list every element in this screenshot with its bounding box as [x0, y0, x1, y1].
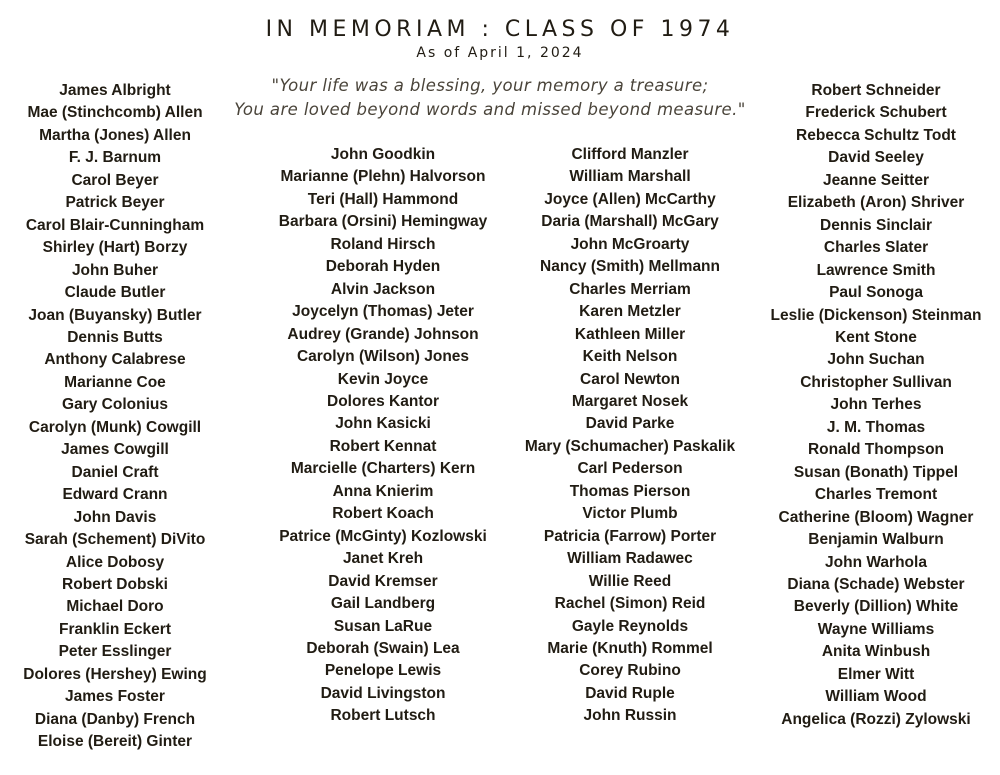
memorial-name: Patricia (Farrow) Porter	[543, 527, 717, 545]
memorial-name: Keith Nelson	[582, 348, 678, 366]
memorial-name: Wayne Williams	[817, 620, 935, 638]
memorial-name: Joyce (Allen) McCarthy	[544, 190, 716, 208]
memorial-name: William Radawec	[567, 550, 693, 568]
memorial-name: Deborah (Swain) Lea	[306, 639, 460, 657]
memorial-name: David Parke	[585, 415, 675, 433]
names-column-2	[258, 144, 508, 728]
quote-line-2: You are loved beyond words and missed beyond measure."	[234, 100, 746, 119]
memorial-name: Diana (Danby) French	[34, 710, 196, 728]
memorial-name: Michael Doro	[66, 598, 164, 616]
page-title: IN MEMORIAM : CLASS OF 1974	[265, 17, 735, 42]
memorial-name: Diana (Schade) Webster	[787, 575, 965, 593]
memorial-name: Kevin Joyce	[337, 370, 429, 388]
memorial-name: David Kremser	[328, 572, 438, 590]
memorial-name: Dolores Kantor	[327, 392, 439, 410]
memorial-name: Lawrence Smith	[816, 261, 936, 279]
memorial-name: Patrice (McGinty) Kozlowski	[279, 527, 487, 545]
memorial-name: Willie Reed	[588, 572, 672, 590]
memorial-name: Gail Landberg	[330, 595, 436, 613]
memorial-name: Marianne (Plehn) Halvorson	[280, 168, 486, 186]
memorial-name: Martha (Jones) Allen	[39, 126, 191, 144]
memorial-name: Barbara (Orsini) Hemingway	[278, 213, 488, 231]
memorial-name: Robert Kennat	[329, 437, 437, 455]
memorial-name: Deborah Hyden	[325, 258, 441, 276]
memorial-name: Charles Merriam	[569, 280, 691, 298]
memorial-name: John Russin	[583, 707, 677, 725]
memorial-name: Carol Newton	[580, 370, 680, 388]
memorial-name: Marie (Knuth) Rommel	[547, 639, 713, 657]
memorial-name: Anthony Calabrese	[44, 351, 186, 369]
memorial-name: Susan (Bonath) Tippel	[793, 463, 959, 481]
memorial-name: James Albright	[59, 82, 171, 99]
page-header	[0, 17, 1000, 61]
memorial-name: David Livingston	[320, 684, 446, 702]
memorial-name: Elizabeth (Aron) Shriver	[787, 194, 965, 212]
names-column-4	[751, 80, 1000, 731]
memorial-name: Claude Butler	[64, 284, 166, 302]
memorial-name: Joan (Buyansky) Butler	[28, 306, 202, 324]
memorial-name: John McGroarty	[570, 235, 690, 253]
memorial-name: William Wood	[825, 688, 927, 706]
memorial-name: Nancy (Smith) Mellmann	[540, 258, 720, 276]
memorial-name: John Terhes	[830, 396, 922, 414]
memorial-name: Dennis Butts	[67, 328, 163, 346]
memorial-name: Dennis Sinclair	[820, 216, 932, 234]
memorial-name: Mary (Schumacher) Paskalik	[524, 437, 736, 455]
memorial-name: David Seeley	[828, 149, 924, 167]
memorial-name: Thomas Pierson	[569, 482, 691, 500]
memorial-name: Sarah (Schement) DiVito	[24, 531, 206, 549]
memorial-name: John Kasicki	[335, 415, 431, 433]
memorial-name: Ronald Thompson	[807, 441, 945, 459]
memorial-name: Charles Slater	[823, 239, 929, 257]
memorial-name: Elmer Witt	[837, 665, 915, 683]
memorial-name: John Goodkin	[330, 146, 436, 163]
memorial-name: Mae (Stinchcomb) Allen	[27, 104, 203, 122]
memorial-name: David Ruple	[585, 684, 675, 702]
memorial-name: Angelica (Rozzi) Zylowski	[781, 710, 971, 728]
memorial-name: Catherine (Bloom) Wagner	[778, 508, 974, 526]
memorial-name: Benjamin Walburn	[808, 531, 944, 549]
memorial-name: Teri (Hall) Hammond	[307, 190, 459, 208]
memorial-name: Daniel Craft	[71, 463, 159, 481]
memorial-name: F. J. Barnum	[68, 149, 162, 167]
memorial-name: Joycelyn (Thomas) Jeter	[292, 303, 474, 321]
memorial-name: Robert Dobski	[62, 575, 168, 593]
memorial-name: Alvin Jackson	[330, 280, 436, 298]
memorial-name: Dolores (Hershey) Ewing	[23, 665, 207, 683]
memorial-name: Jeanne Seitter	[823, 171, 929, 189]
memorial-name: Peter Esslinger	[58, 643, 172, 661]
memorial-name: Carol Blair-Cunningham	[25, 216, 205, 234]
memorial-name: Kent Stone	[835, 328, 917, 346]
memorial-name: Edward Crann	[62, 486, 168, 504]
memorial-name: Rachel (Simon) Reid	[554, 595, 706, 613]
memorial-name: Audrey (Grande) Johnson	[287, 325, 479, 343]
memorial-name: Carolyn (Munk) Cowgill	[28, 418, 202, 436]
memorial-name: Beverly (Dillion) White	[793, 598, 959, 616]
memorial-name: Rebecca Schultz Todt	[796, 126, 956, 144]
memorial-name: Robert Schneider	[811, 82, 941, 99]
memorial-name: J. M. Thomas	[826, 418, 926, 436]
names-column-1	[0, 80, 230, 754]
memorial-name: John Davis	[73, 508, 157, 526]
memorial-name: Paul Sonoga	[829, 284, 923, 302]
memorial-name: Robert Lutsch	[330, 707, 436, 725]
names-column-3	[505, 144, 755, 728]
memorial-name: Clifford Manzler	[571, 146, 689, 163]
memorial-name: John Buher	[71, 261, 159, 279]
memorial-name: Susan LaRue	[333, 617, 433, 635]
memorial-name: Karen Metzler	[579, 303, 681, 321]
memorial-name: Margaret Nosek	[571, 392, 689, 410]
memorial-name: Janet Kreh	[342, 550, 424, 568]
memorial-name: Gary Colonius	[62, 396, 168, 414]
memorial-name: Alice Dobosy	[65, 553, 165, 571]
memorial-name: Carl Pederson	[577, 460, 683, 478]
memorial-name: James Cowgill	[61, 441, 169, 459]
memorial-name: Robert Koach	[332, 505, 434, 523]
memorial-name: Shirley (Hart) Borzy	[42, 239, 188, 257]
memorial-name: Marianne Coe	[64, 373, 166, 391]
memorial-quote	[140, 74, 840, 122]
memorial-name: Daria (Marshall) McGary	[541, 213, 719, 231]
memorial-name: Roland Hirsch	[330, 235, 436, 253]
memorial-name: Christopher Sullivan	[800, 373, 952, 391]
memorial-name: Anita Winbush	[821, 643, 931, 661]
memorial-name: Eloise (Bereit) Ginter	[37, 733, 193, 751]
memorial-name: Corey Rubino	[579, 662, 681, 680]
memorial-name: James Foster	[65, 688, 165, 706]
memorial-name: Patrick Beyer	[65, 194, 165, 212]
memorial-name: John Suchan	[827, 351, 925, 369]
memorial-name: John Warhola	[825, 553, 927, 571]
memorial-name: Marcielle (Charters) Kern	[290, 460, 476, 478]
memorial-name: Carol Beyer	[71, 171, 159, 189]
memorial-name: Penelope Lewis	[324, 662, 442, 680]
as-of-date: As of April 1, 2024	[416, 45, 584, 61]
quote-line-1: "Your life was a blessing, your memory a treasure;	[271, 76, 709, 95]
memorial-name: Charles Tremont	[814, 486, 938, 504]
memorial-name: Gayle Reynolds	[571, 617, 689, 635]
memorial-name: Kathleen Miller	[574, 325, 686, 343]
memorial-name: William Marshall	[569, 168, 691, 186]
memorial-name: Leslie (Dickenson) Steinman	[770, 306, 982, 324]
memorial-name: Carolyn (Wilson) Jones	[296, 348, 470, 366]
memorial-name: Anna Knierim	[332, 482, 434, 500]
memorial-name: Franklin Eckert	[59, 620, 171, 638]
memorial-name: Victor Plumb	[582, 505, 678, 523]
memorial-name: Frederick Schubert	[805, 104, 947, 122]
